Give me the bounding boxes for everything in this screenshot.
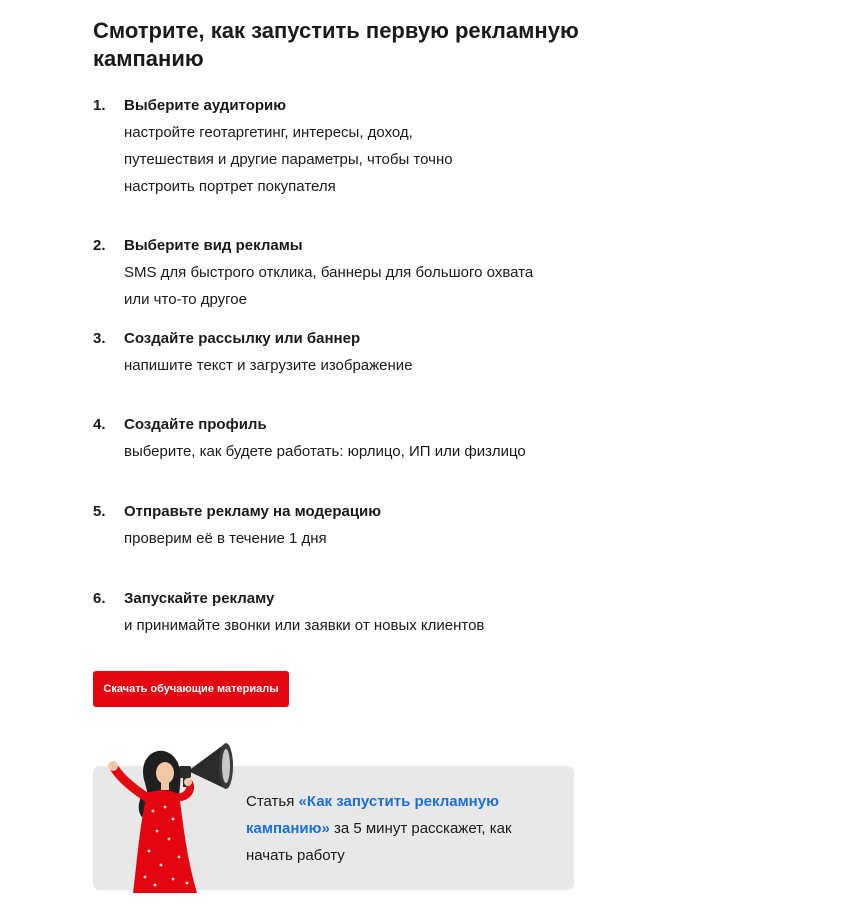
step-description: SMS для быстрого отклика, баннеры для большого охвата или что-то другое bbox=[124, 264, 534, 308]
step-description: настройте геотаргетинг, интересы, доход, путешествия и другие параметры, чтобы точно настроить портрет покупателя bbox=[124, 124, 453, 195]
promo-suffix: за 5 минут расскажет, как начать работу bbox=[246, 820, 512, 864]
step-number: 2. bbox=[93, 237, 106, 254]
step-heading: Запускайте рекламу bbox=[124, 590, 275, 607]
download-materials-button[interactable]: Скачать обучающие материалы bbox=[93, 671, 289, 707]
page-title: Смотрите, как запустить первую рекламную кампанию bbox=[93, 18, 579, 71]
step-heading: Выберите аудиторию bbox=[124, 97, 287, 114]
step-heading: Создайте профиль bbox=[124, 416, 267, 433]
step-number: 4. bbox=[93, 416, 106, 433]
woman-megaphone-illustration bbox=[93, 733, 253, 893]
step-description: проверим её в течение 1 дня bbox=[124, 530, 327, 547]
step-heading: Создайте рассылку или баннер bbox=[124, 330, 361, 347]
promo-prefix: Статья bbox=[246, 793, 299, 810]
step-number: 1. bbox=[93, 97, 106, 114]
promo-text bbox=[246, 788, 556, 869]
article-link[interactable]: «Как запустить рекламную кампанию» bbox=[246, 793, 499, 837]
step-number: 3. bbox=[93, 330, 106, 347]
step-heading: Выберите вид рекламы bbox=[124, 237, 303, 254]
step-heading: Отправьте рекламу на модерацию bbox=[124, 503, 382, 520]
step-description: выберите, как будете работать: юрлицо, ИП или физлицо bbox=[124, 443, 526, 460]
step-description: и принимайте звонки или заявки от новых клиентов bbox=[124, 617, 485, 634]
step-number: 6. bbox=[93, 590, 106, 607]
step-description: напишите текст и загрузите изображение bbox=[124, 357, 413, 374]
step-number: 5. bbox=[93, 503, 106, 520]
